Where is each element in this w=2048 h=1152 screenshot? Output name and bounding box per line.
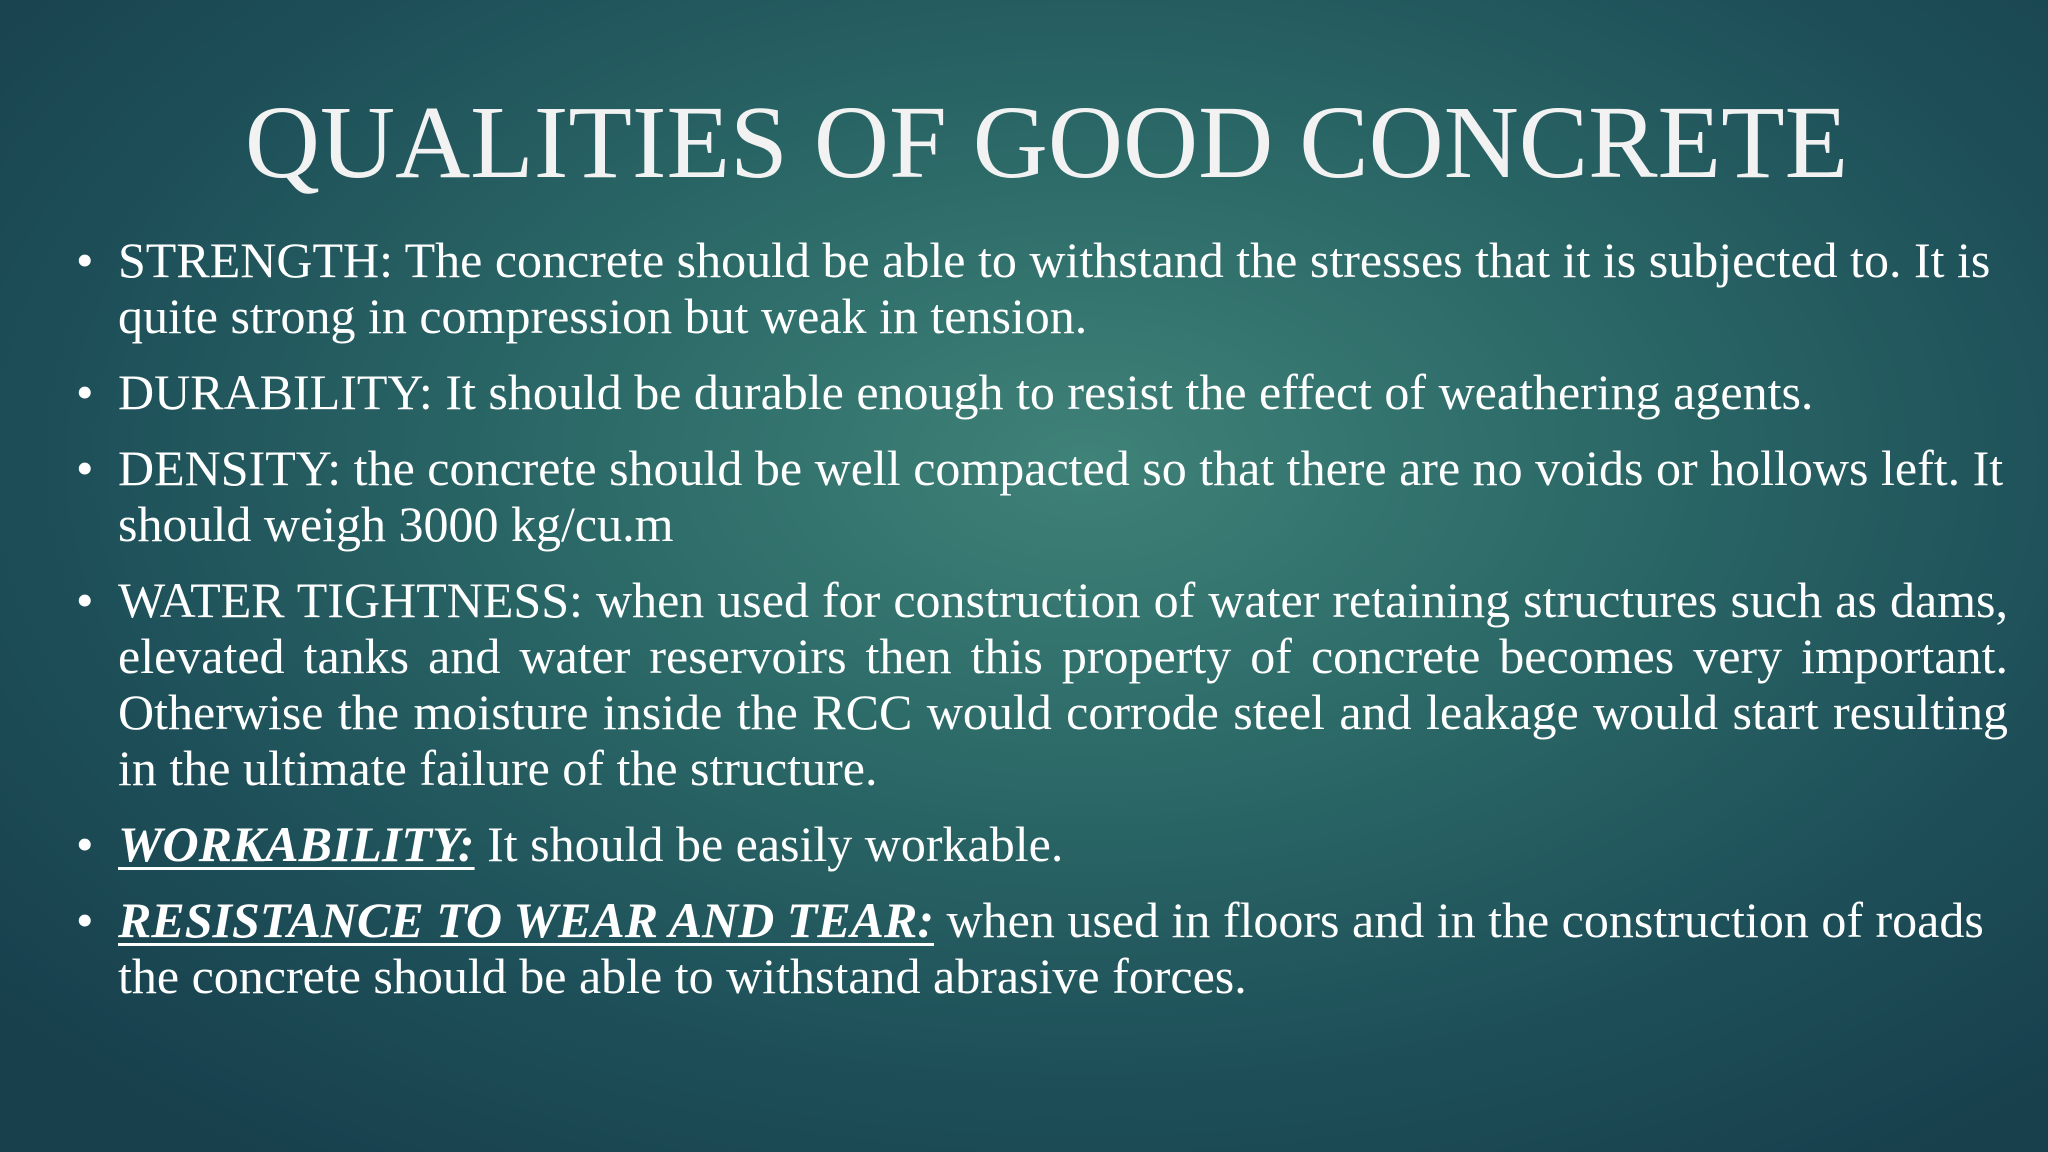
bullet-icon: • [76,440,94,496]
bullet-term: STRENGTH: [118,232,393,288]
bullet-text: The concrete should be able to withstand the stresses that it is subjected to. It is quite strong in compression but weak in tension. [118,232,1991,344]
bullet-text: It should be durable enough to resist the effect of weathering agents. [432,364,1814,420]
bullet-term: DENSITY: [118,440,342,496]
bullet-list [76,232,2008,1024]
bullet-term: DURABILITY: [118,364,433,420]
bullet-text: the concrete should be well compacted so that there are no voids or hollows left. It should weigh 3000 kg/cu.m [118,440,2004,552]
bullet-text: It should be easily workable. [474,816,1064,872]
bullet-item-water-tightness [76,572,2008,796]
bullet-item-resistance-wear-tear [76,892,2008,1004]
bullet-icon: • [76,232,94,288]
bullet-term: WATER TIGHTNESS: [118,572,583,628]
bullet-item-density [76,440,2008,552]
bullet-icon: • [76,892,94,948]
bullet-text: when used for construction of water retaining structures such as dams, elevated tanks and water reservoirs then this property of concrete becomes very important. Otherwise the moisture inside the RCC would corrode steel and leakage would start resulting in the ultimate failure of the structure. [118,572,2008,796]
bullet-term-emphasized: WORKABILITY: [118,816,475,872]
bullet-item-strength [76,232,2008,344]
bullet-item-workability [76,816,2008,872]
bullet-item-durability [76,364,2008,420]
bullet-icon: • [76,572,94,628]
slide-title: QUALITIES OF GOOD CONCRETE [244,85,1849,200]
bullet-icon: • [76,816,94,872]
bullet-icon: • [76,364,94,420]
bullet-text: when used in floors and in the construction of roads the concrete should be able to withstand abrasive forces. [118,892,1984,1004]
bullet-term-emphasized: RESISTANCE TO WEAR AND TEAR: [118,892,935,948]
